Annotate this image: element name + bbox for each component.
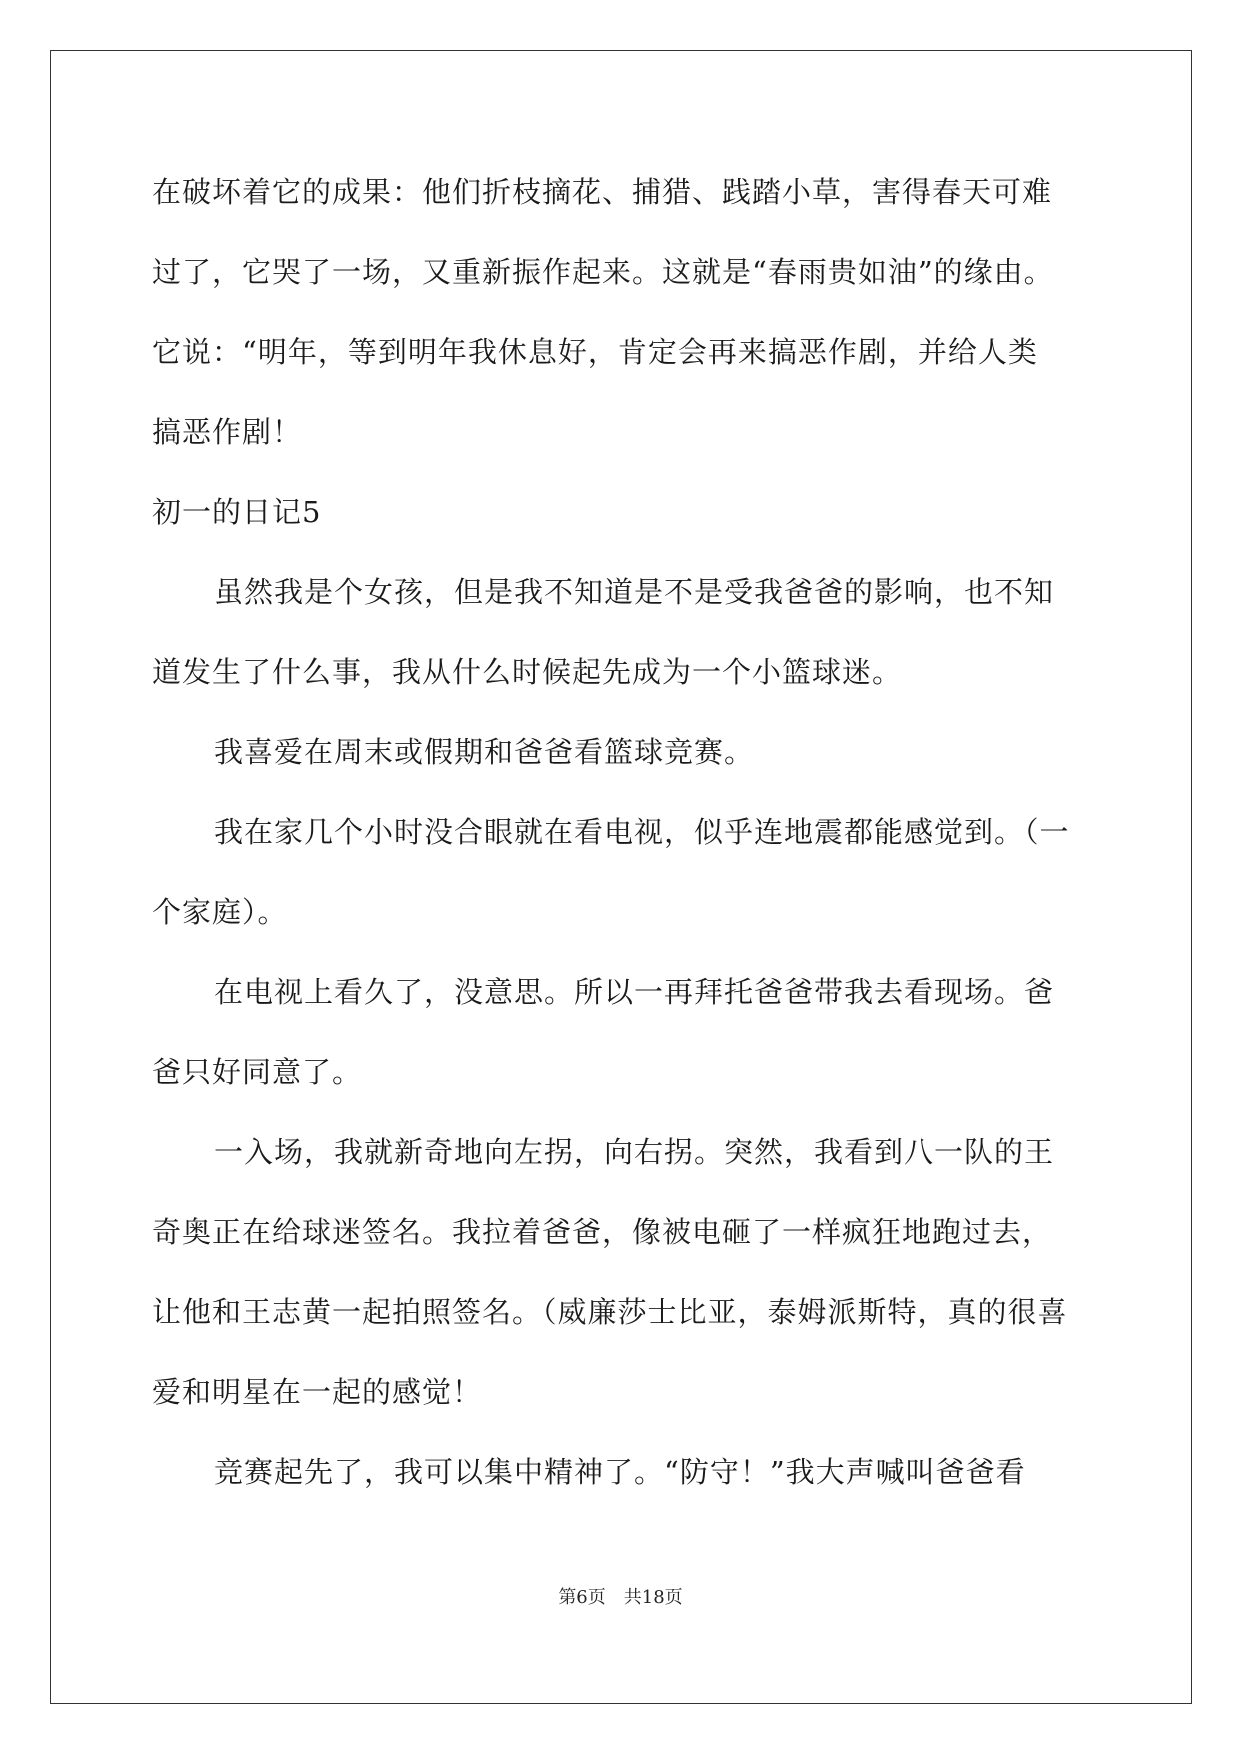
text-line: 在破坏着它的成果：他们折枝摘花、捕猎、践踏小草，害得春天可难 bbox=[152, 175, 1053, 209]
paragraph-first-line: 在电视上看久了，没意思。所以一再拜托爸爸带我去看现场。爸 bbox=[214, 975, 1055, 1009]
text-line: 搞恶作剧！ bbox=[152, 415, 303, 449]
text-line: 它说：“明年，等到明年我休息好，肯定会再来搞恶作剧，并给人类 bbox=[152, 335, 1038, 369]
text-line: 爸只好同意了。 bbox=[152, 1055, 363, 1089]
page-number-footer: 第6页 共18页 bbox=[558, 1587, 683, 1608]
paragraph-first-line: 我在家几个小时没合眼就在看电视，似乎连地震都能感觉到。（一 bbox=[214, 815, 1070, 849]
text-line: 爱和明星在一起的感觉！ bbox=[152, 1375, 483, 1409]
paragraph-first-line: 一入场，我就新奇地向左拐，向右拐。突然，我看到八一队的王 bbox=[214, 1135, 1055, 1169]
text-line: 让他和王志黄一起拍照签名。（威廉莎士比亚，泰姆派斯特，真的很喜 bbox=[152, 1295, 1068, 1329]
paragraph-first-line: 竞赛起先了，我可以集中精神了。“防守！”我大声喊叫爸爸看 bbox=[214, 1455, 1026, 1489]
text-line: 奇奥正在给球迷签名。我拉着爸爸，像被电砸了一样疯狂地跑过去， bbox=[152, 1215, 1053, 1249]
text-line: 个家庭）。 bbox=[152, 895, 288, 929]
paragraph-first-line: 我喜爱在周末或假期和爸爸看篮球竞赛。 bbox=[214, 735, 755, 769]
text-line: 过了，它哭了一场，又重新振作起来。这就是“春雨贵如油”的缘由。 bbox=[152, 255, 1054, 289]
paragraph-first-line: 虽然我是个女孩，但是我不知道是不是受我爸爸的影响，也不知 bbox=[214, 575, 1055, 609]
section-heading: 初一的日记5 bbox=[152, 495, 322, 529]
text-line: 道发生了什么事，我从什么时候起先成为一个小篮球迷。 bbox=[152, 655, 903, 689]
